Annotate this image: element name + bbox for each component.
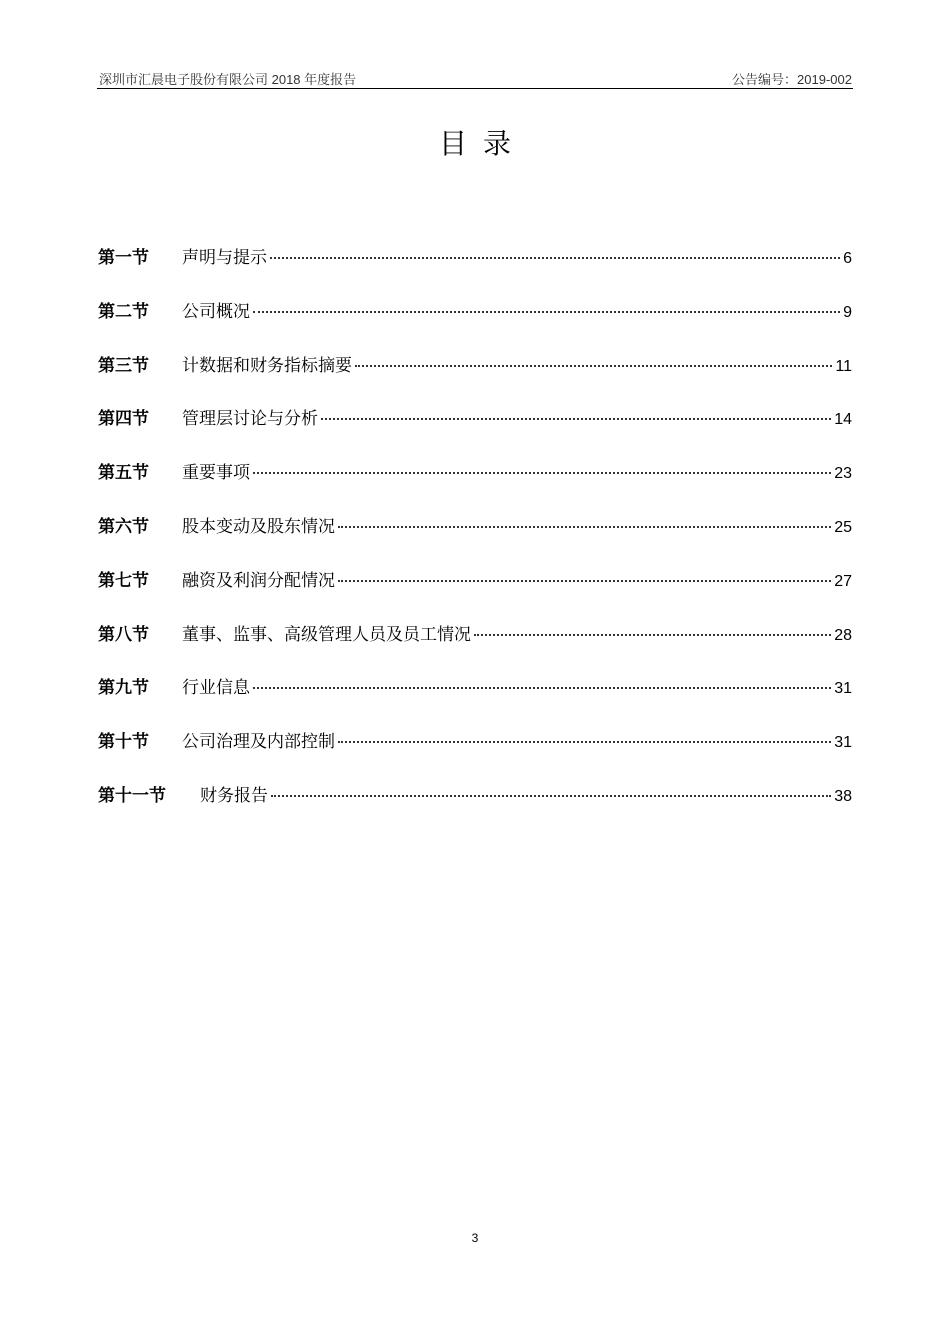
toc-entry-11[interactable] (98, 781, 852, 835)
toc-section-title: 董事、监事、高级管理人员及员工情况 (182, 624, 471, 645)
page-footer-number: 3 (471, 1231, 479, 1245)
toc-entry-6[interactable] (98, 512, 852, 566)
toc-leader-dots (253, 687, 831, 689)
toc-section-title: 财务报告 (200, 785, 268, 806)
toc-section-number: 第二节 (98, 301, 149, 322)
toc-section-title: 计数据和财务指标摘要 (182, 355, 352, 376)
toc-entry-4[interactable] (98, 404, 852, 458)
toc-entry-2[interactable] (98, 297, 852, 351)
toc-entry-7[interactable] (98, 566, 852, 620)
toc-page-number: 31 (834, 734, 852, 752)
toc-page-number: 6 (843, 250, 852, 267)
toc-page-number: 27 (834, 572, 852, 590)
toc-leader-dots (253, 311, 840, 313)
toc-section-title: 公司治理及内部控制 (182, 732, 335, 753)
toc-section-number: 第三节 (98, 355, 149, 376)
toc-leader-dots (253, 472, 831, 474)
header-announcement-number: 公告编号：2019-002 (732, 72, 852, 87)
toc-leader-dots (270, 257, 840, 259)
toc-section-number: 第七节 (98, 570, 149, 591)
toc-page-number: 9 (843, 303, 852, 321)
toc-leader-dots (355, 365, 832, 367)
table-of-contents (98, 243, 852, 835)
toc-page-number: 31 (834, 680, 852, 698)
toc-section-number: 第九节 (98, 678, 149, 699)
toc-entry-5[interactable] (98, 458, 852, 512)
toc-entry-1[interactable] (98, 243, 852, 297)
toc-section-number: 第四节 (98, 409, 149, 430)
toc-section-title: 融资及利润分配情况 (182, 570, 335, 591)
toc-section-number: 第一节 (98, 248, 149, 268)
toc-section-title: 行业信息 (182, 678, 250, 699)
page-header (97, 68, 853, 89)
toc-section-title: 股本变动及股东情况 (182, 516, 335, 537)
toc-section-number: 第十节 (98, 732, 149, 753)
toc-section-number: 第八节 (98, 624, 149, 645)
toc-section-number: 第五节 (98, 463, 149, 484)
toc-leader-dots (321, 418, 831, 420)
page-title: 目录 (438, 127, 527, 160)
toc-leader-dots (271, 795, 831, 797)
toc-entry-3[interactable] (98, 351, 852, 405)
toc-leader-dots (474, 634, 831, 636)
toc-section-title: 公司概况 (182, 301, 250, 322)
toc-section-title: 重要事项 (182, 463, 250, 484)
toc-page-number: 14 (834, 411, 852, 429)
toc-section-number: 第十一节 (98, 785, 166, 806)
toc-section-number: 第六节 (98, 516, 149, 537)
toc-section-title: 声明与提示 (182, 248, 267, 268)
toc-page-number: 38 (834, 787, 852, 805)
toc-entry-9[interactable] (98, 673, 852, 727)
toc-page-number: 23 (834, 465, 852, 483)
toc-page-number: 28 (834, 626, 852, 644)
toc-leader-dots (338, 526, 831, 528)
toc-entry-8[interactable] (98, 620, 852, 674)
toc-leader-dots (338, 741, 831, 743)
toc-leader-dots (338, 580, 831, 582)
toc-entry-10[interactable] (98, 727, 852, 781)
header-company-report: 深圳市汇晨电子股份有限公司 2018 年度报告 (99, 72, 357, 87)
toc-page-number: 25 (834, 518, 852, 536)
toc-section-title: 管理层讨论与分析 (182, 409, 318, 430)
toc-page-number: 11 (835, 357, 852, 375)
